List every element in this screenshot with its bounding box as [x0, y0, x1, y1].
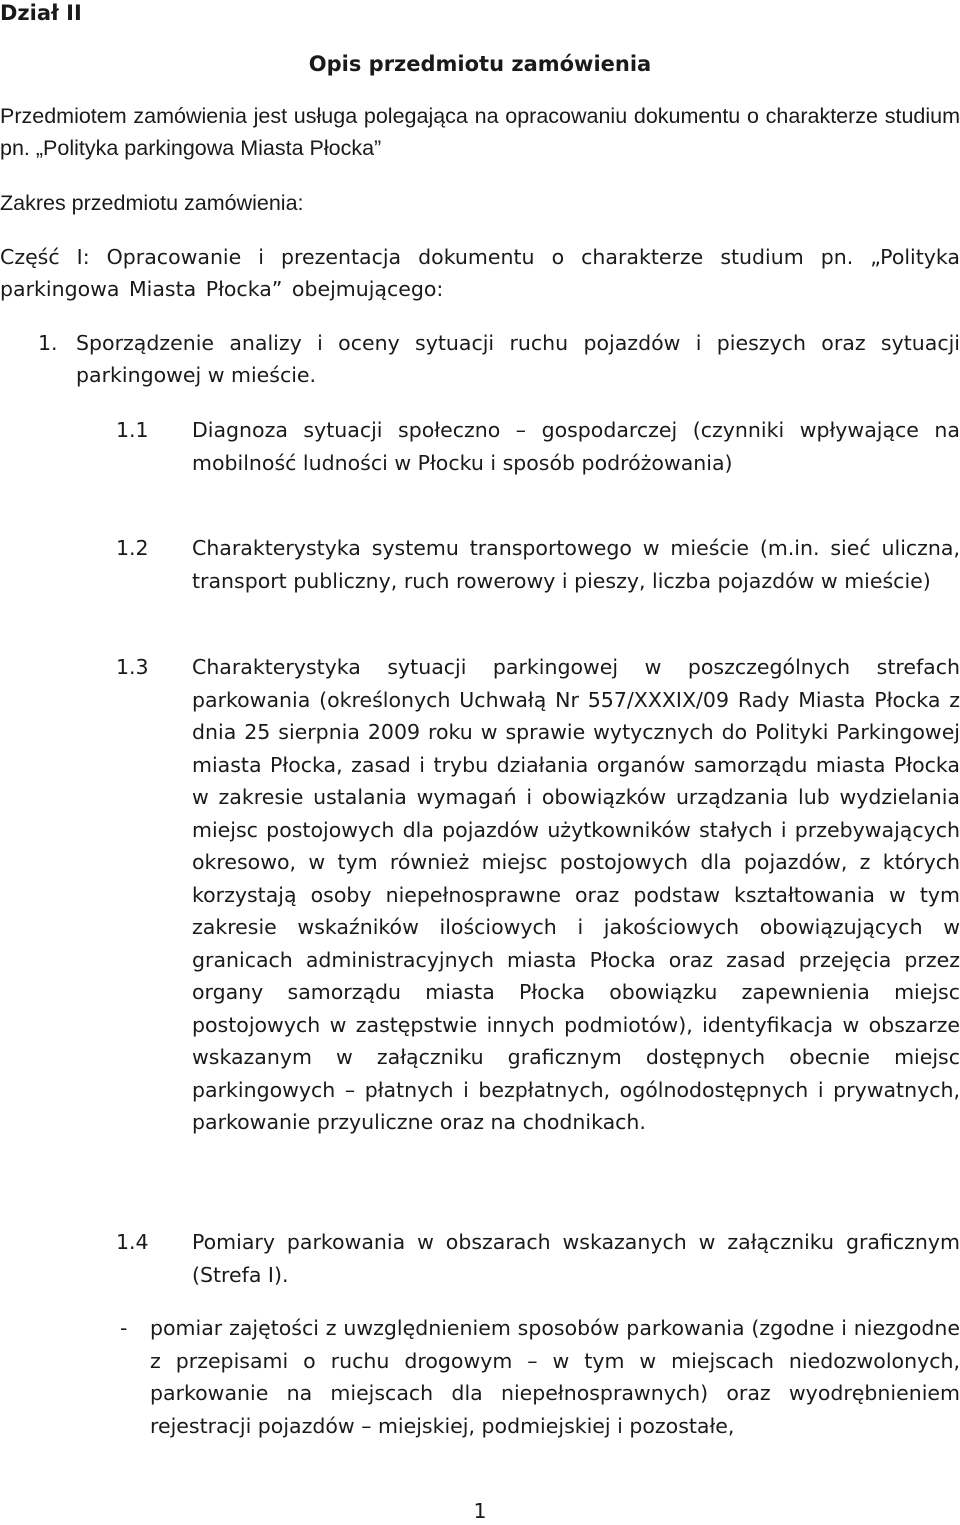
point-1-number: 1.	[38, 331, 58, 355]
subpoint-text: Pomiary parkowania w obszarach wskazanych w załączniku graficznym (Strefa I).	[192, 1230, 960, 1287]
part-heading: Część I: Opracowanie i prezentacja dokumentu o charakterze studium pn. „Polityka parkingowa Miasta Płocka” obejmującego:	[0, 245, 960, 301]
point-1	[38, 327, 960, 391]
subpoint-number: 1.3	[116, 655, 149, 679]
dash-item-text: pomiar zajętości z uwzględnieniem sposobów parkowania (zgodne i niezgodne z przepisami o ruchu drogowym – w tym w miejscach niedozwolonych, parkowanie na miejscach dla niepełnosprawnych) oraz wyodrębnieniem rejestracji pojazdów – miejskiej, podmiejskiej i pozostałe,	[150, 1316, 960, 1438]
subpoint-text: Diagnoza sytuacji społeczno – gospodarczej (czynniki wpływające na mobilność ludności w Płocku i sposób podróżowania)	[192, 418, 960, 475]
intro-paragraph: Przedmiotem zamówienia jest usługa polegająca na opracowaniu dokumentu o charakterze studium pn. „Polityka parkingowa Miasta Płocka”	[0, 104, 960, 160]
subpoint-1-4	[116, 1226, 960, 1291]
subpoint-text: Charakterystyka sytuacji parkingowej w poszczególnych strefach parkowania (określonych Uchwałą Nr 557/XXXIX/09 Rady Miasta Płocka z dnia 25 sierpnia 2009 roku w sprawie wytycznych do Polityki Parkingowej miasta Płocka, zasad i trybu działania organów samorządu miasta Płocka w zakresie ustalania wymagań i obowiązków urządzania lub wydzielania miejsc postojowych dla pojazdów użytkowników stałych i przebywających okresowo, w tym również miejsc postojowych dla pojazdów, z których korzystają osoby niepełnosprawne oraz podstaw kształtowania w tym zakresie wskaźników ilościowych i jakościowych obowiązujących w granicach administracyjnych miasta Płocka oraz zasad przejęcia przez organy samorządu miasta Płocka obowiązku zapewnienia miejsc postojowych w zastępstwie innych podmiotów), identyfikacja w obszarze wskazanym w załączniku graficznym dostępnych obecnie miejsc parkingowych – płatnych i bezpłatnych, ogólnodostępnych i prywatnych, parkowanie przyuliczne oraz na chodnikach.	[192, 655, 960, 1134]
subpoint-number: 1.1	[116, 418, 149, 442]
section-heading: Dział II	[0, 1, 82, 25]
subpoint-1-2	[116, 532, 960, 597]
point-1-text: Sporządzenie analizy i oceny sytuacji ruchu pojazdów i pieszych oraz sytuacji parkingowej w mieście.	[76, 331, 960, 387]
subpoint-number: 1.4	[116, 1230, 149, 1254]
subpoint-number: 1.2	[116, 536, 149, 560]
dash-list-item	[120, 1312, 960, 1442]
page-number: 1	[473, 1499, 487, 1523]
document-title: Opis przedmiotu zamówienia	[308, 52, 652, 76]
dash-marker: -	[120, 1316, 128, 1340]
subpoint-1-3	[116, 651, 960, 1139]
scope-label: Zakres przedmiotu zamówienia:	[0, 191, 304, 215]
subpoint-text: Charakterystyka systemu transportowego w mieście (m.in. sieć uliczna, transport publiczny, ruch rowerowy i pieszy, liczba pojazdów w mieście)	[192, 536, 960, 593]
subpoint-1-1	[116, 414, 960, 479]
